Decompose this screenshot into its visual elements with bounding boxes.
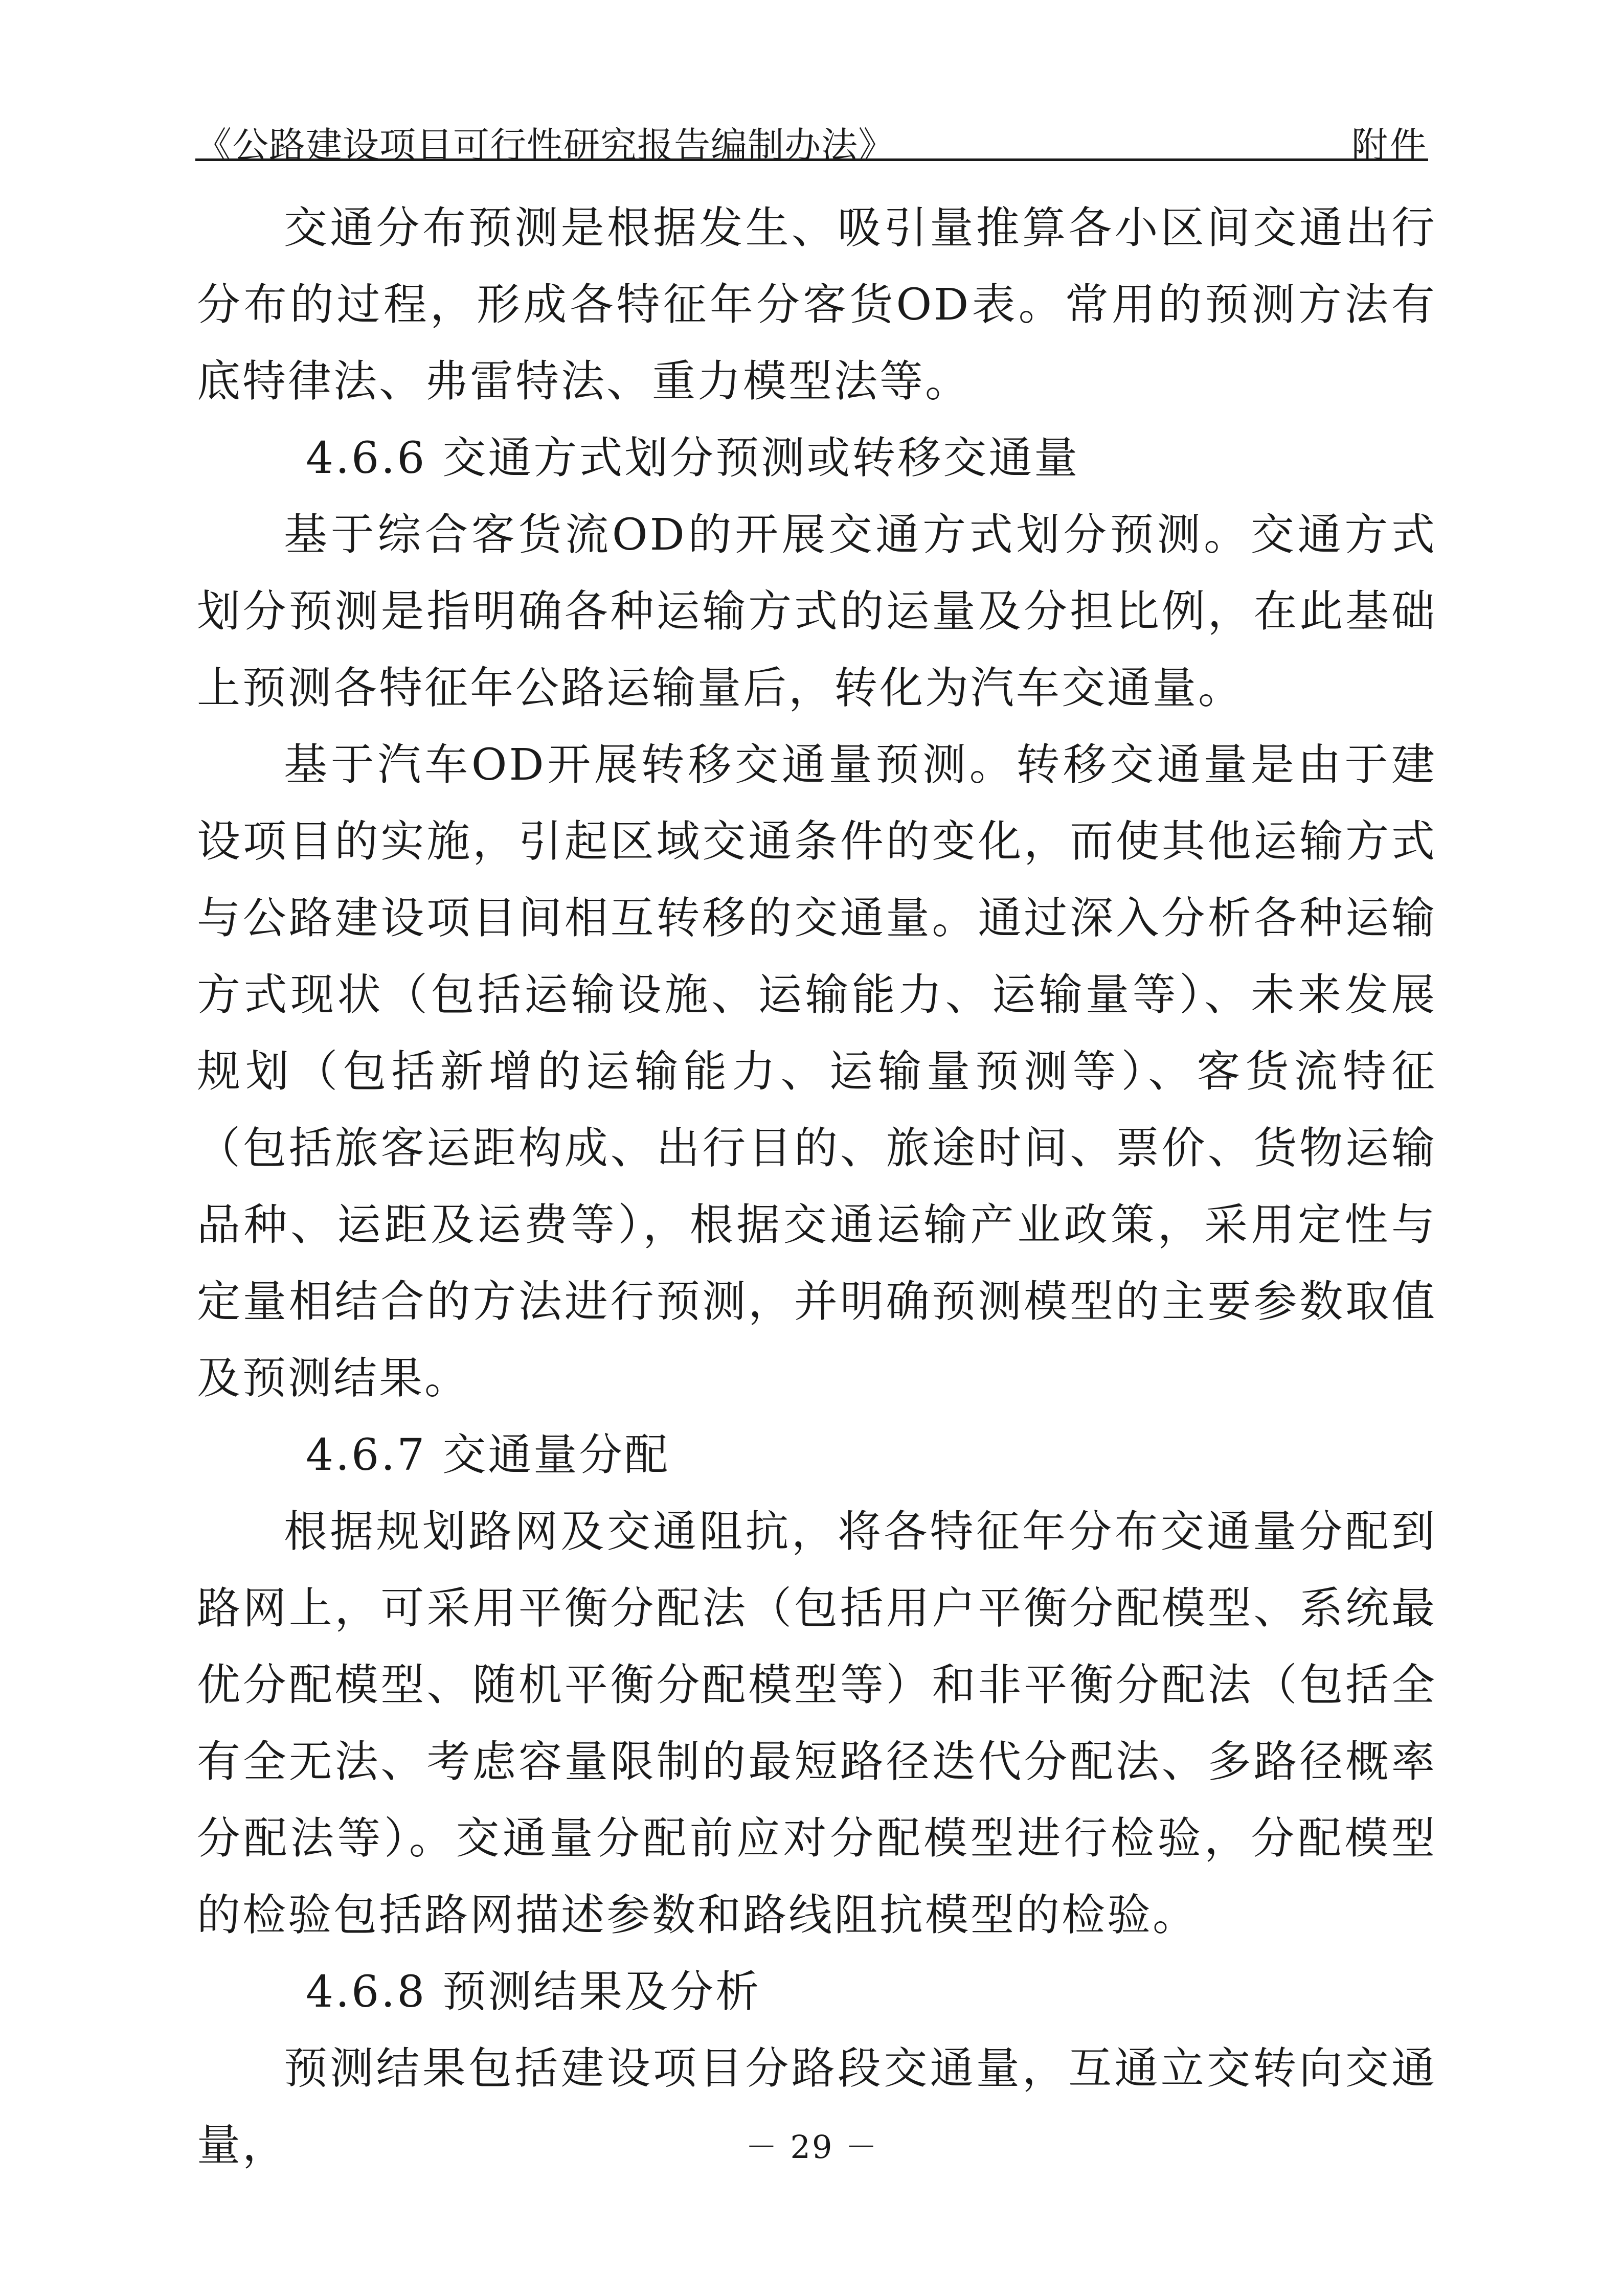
document-title: 《公路建设项目可行性研究报告编制办法》 bbox=[195, 124, 895, 167]
attachment-label: 附件 bbox=[1351, 124, 1428, 167]
paragraph-forecast-results: 预测结果包括建设项目分路段交通量，互通立交转向交通量， bbox=[197, 2043, 1437, 2171]
body-content bbox=[197, 190, 1437, 2184]
paragraph-mode-split: 基于综合客货流OD的开展交通方式划分预测。交通方式划分预测是指明确各种运输方式的运量及分担比例，在此基础上预测各特征年公路运输量后，转化为汽车交通量。 bbox=[197, 510, 1437, 714]
section-heading-4-6-6: 4.6.6 交通方式划分预测或转移交通量 bbox=[306, 433, 1080, 484]
paragraph-traffic-assignment: 根据规划路网及交通阻抗，将各特征年分布交通量分配到路网上，可采用平衡分配法（包括用户平衡分配模型、系统最优分配模型、随机平衡分配模型等）和非平衡分配法（包括全有全无法、考虑容量限制的最短路径迭代分配法、多路径概率分配法等）。交通量分配前应对分配模型进行检验，分配模型的检验包括路网描述参数和路线阻抗模型的检验。 bbox=[197, 1507, 1437, 1941]
page-header bbox=[195, 112, 1428, 167]
section-heading-4-6-7: 4.6.7 交通量分配 bbox=[306, 1430, 670, 1481]
paragraph-transfer-traffic: 基于汽车OD开展转移交通量预测。转移交通量是由于建设项目的实施，引起区域交通条件的变化，而使其他运输方式与公路建设项目间相互转移的交通量。通过深入分析各种运输方式现状（包括运输设施、运输能力、运输量等）、未来发展规划（包括新增的运输能力、运输量预测等）、客货流特征（包括旅客运距构成、出行目的、旅途时间、票价、货物运输品种、运距及运费等），根据交通运输产业政策，采用定性与定量相结合的方法进行预测，并明确预测模型的主要参数取值及预测结果。 bbox=[197, 740, 1437, 1404]
section-heading-4-6-8: 4.6.8 预测结果及分析 bbox=[306, 1967, 761, 2017]
page-number: － 29 － bbox=[745, 2128, 879, 2166]
paragraph-traffic-distribution: 交通分布预测是根据发生、吸引量推算各小区间交通出行分布的过程，形成各特征年分客货OD表。常用的预测方法有底特律法、弗雷特法、重力模型法等。 bbox=[197, 203, 1437, 407]
